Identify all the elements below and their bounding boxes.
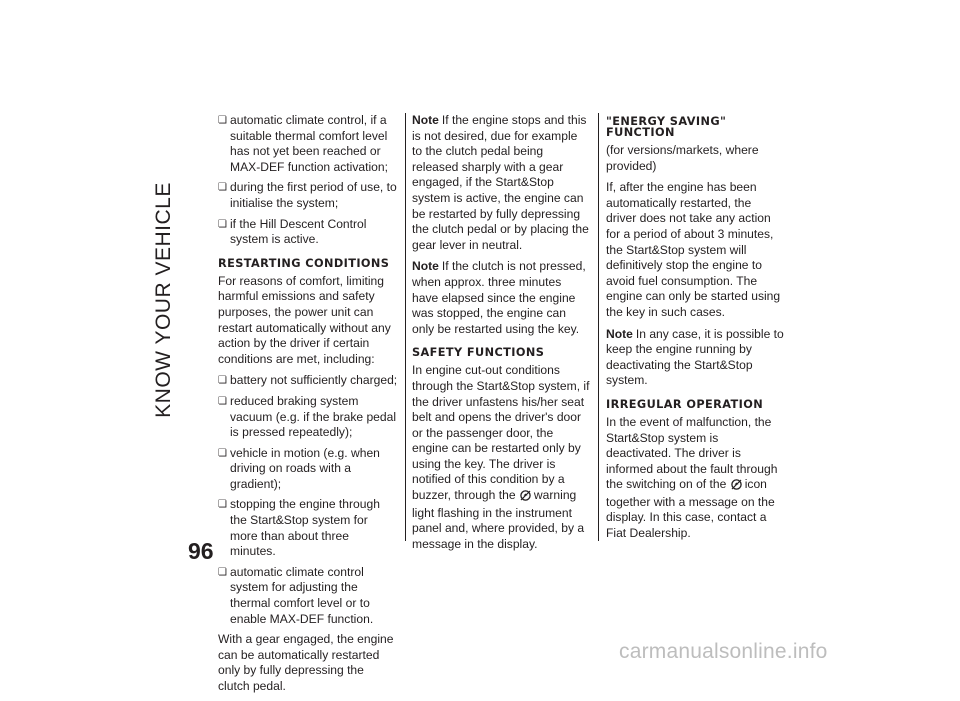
column-divider-2 — [598, 113, 599, 541]
column-3 — [606, 113, 784, 548]
bullet-item: ❏ during the first period of use, to initialise the system; — [218, 180, 398, 211]
safety-text-2: warning light flashing in the instrument panel and, where provided, by a message in the display. — [412, 488, 585, 551]
irregular-paragraph — [606, 415, 784, 542]
safety-text-1: In engine cut-out conditions through the Start&Stop system, if the driver unfastens his/her seat belt and opens the driver's door or the passenger door, the engine can be restarted only by using the key. The driver is notified of this condition by a buzzer, through the — [412, 363, 590, 503]
safety-paragraph — [412, 363, 590, 552]
bullet-item: ❏ if the Hill Descent Control system is active. — [218, 217, 398, 248]
note-paragraph-1 — [412, 113, 590, 253]
bullet-item: ❏ automatic climate control, if a suitable thermal comfort level has not yet been reached or MAX-DEF function activation; — [218, 113, 398, 175]
footer-watermark: carmanualsonline.info — [619, 640, 828, 663]
restart-intro: For reasons of comfort, limiting harmful emissions and safety purposes, the power unit can restart automatically without any action by the driver if certain conditions are met, including: — [218, 273, 391, 366]
note-paragraph-3 — [606, 327, 784, 389]
note-label: Note — [412, 113, 439, 127]
bullet-item: ❏ automatic climate control system for adjusting the thermal comfort level or to enable MAX-DEF function. — [218, 565, 398, 627]
bullet-item: ❏ stopping the engine through the Start&Stop system for more than about three minutes. — [218, 497, 398, 559]
column-1 — [218, 113, 398, 701]
note-label: Note — [412, 259, 439, 274]
note-text: If the clutch is not pressed, when approx. three minutes have elapsed since the engine was stopped, the engine can only be restarted using the key. — [412, 259, 586, 336]
heading-safety-functions: SAFETY FUNCTIONS — [412, 346, 545, 360]
note-text: In any case, it is possible to keep the engine running by deactivating the Start&Stop system. — [606, 326, 784, 388]
start-stop-fault-icon — [730, 479, 743, 495]
note-label: Note — [606, 326, 633, 341]
energy-text: If, after the engine has been automatically restarted, the driver does not take any action for a period of about 3 minutes, the Start&Stop system will definitively stop the engine to avoid fuel consumption. The engine can only be started using the key in such cases. — [606, 180, 781, 319]
energy-subtitle: (for versions/markets, where provided) — [606, 143, 759, 173]
column-divider-1 — [405, 113, 406, 541]
irregular-text-2: icon together with a message on the display. In this case, contact a Fiat Dealership. — [606, 477, 775, 541]
note-text: If the engine stops and this is not desired, due for example to the clutch pedal being released sharply with a gear engaged, if the Start&Stop system is active, the engine can be restarted by fully depressing the clutch pedal or by placing the gear lever in neutral. — [412, 113, 589, 252]
heading-energy-saving: "ENERGY SAVING" FUNCTION — [606, 115, 727, 139]
column-2 — [412, 113, 590, 558]
heading-restarting-conditions: RESTARTING CONDITIONS — [218, 256, 390, 270]
gear-engaged-text: With a gear engaged, the engine can be automatically restarted only by fully depressing the clutch pedal. — [218, 632, 394, 693]
bullet-item: ❏ reduced braking system vacuum (e.g. if the brake pedal is pressed repeatedly); — [218, 394, 398, 441]
bullet-item: ❏ vehicle in motion (e.g. when driving on roads with a gradient); — [218, 446, 398, 493]
heading-irregular-operation: IRREGULAR OPERATION — [606, 397, 764, 411]
section-title-text: KNOW YOUR VEHICLE — [152, 182, 175, 418]
irregular-text-1: In the event of malfunction, the Start&Stop system is deactivated. The driver is informed about the fault through the switching on of the — [606, 414, 778, 492]
note-paragraph-2 — [412, 259, 590, 337]
bullet-item: ❏ battery not sufficiently charged; — [218, 373, 398, 389]
start-stop-warning-icon — [519, 490, 532, 506]
page-number: 96 — [188, 538, 214, 564]
